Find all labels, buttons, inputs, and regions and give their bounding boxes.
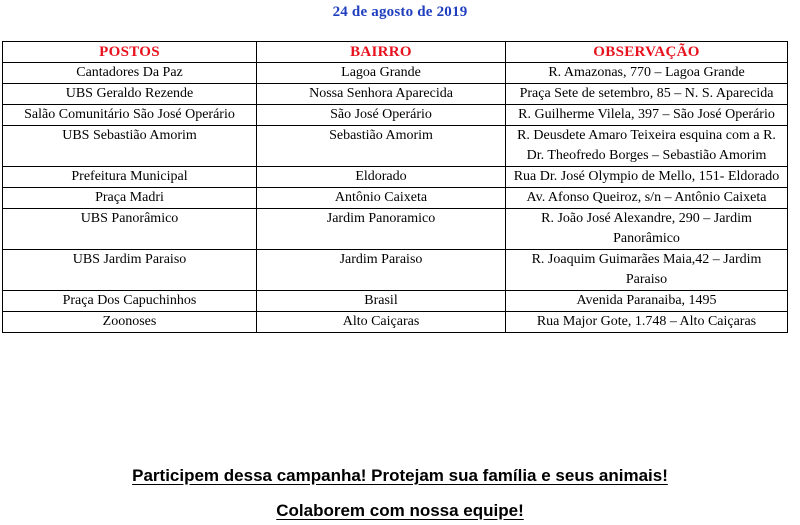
table-row [3,84,788,105]
cell-bairro: Sebastião Amorim [257,126,506,167]
header-observacao: OBSERVAÇÃO [506,42,788,63]
table-row [3,209,788,250]
cell-posto: Salão Comunitário São José Operário [3,105,257,126]
table-row [3,63,788,84]
cell-observacao: Av. Afonso Queiroz, s/n – Antônio Caixeta [506,188,788,209]
cell-observacao: Avenida Paranaiba, 1495 [506,291,788,312]
cell-bairro: Eldorado [257,167,506,188]
cell-bairro: Brasil [257,291,506,312]
cell-posto: Praça Madri [3,188,257,209]
table-row [3,105,788,126]
cell-posto: Cantadores Da Paz [3,63,257,84]
team-call-to-action: Colaborem com nossa equipe! [276,501,524,520]
cell-observacao: R. João José Alexandre, 290 – Jardim Panorâmico [506,209,788,250]
table-row [3,188,788,209]
table-row [3,291,788,312]
cell-posto: UBS Panorâmico [3,209,257,250]
table-row [3,126,788,167]
vaccination-posts-table [2,41,788,333]
cell-posto: Praça Dos Capuchinhos [3,291,257,312]
cell-observacao: Rua Major Gote, 1.748 – Alto Caiçaras [506,312,788,333]
campaign-call-to-action: Participem dessa campanha! Protejam sua família e seus animais! [132,466,668,485]
cell-observacao: R. Guilherme Vilela, 397 – São José Operário [506,105,788,126]
cell-observacao: R. Amazonas, 770 – Lagoa Grande [506,63,788,84]
table-header-row [3,42,788,63]
cell-bairro: Jardim Paraiso [257,250,506,291]
cell-posto: UBS Jardim Paraiso [3,250,257,291]
document-date: 24 de agosto de 2019 [332,4,468,20]
table-row [3,250,788,291]
cell-bairro: Antônio Caixeta [257,188,506,209]
cell-bairro: Alto Caiçaras [257,312,506,333]
table-row [3,167,788,188]
cell-observacao: R. Deusdete Amaro Teixeira esquina com a R. Dr. Theofredo Borges – Sebastião Amorim [506,126,788,167]
cell-bairro: São José Operário [257,105,506,126]
cell-posto: Prefeitura Municipal [3,167,257,188]
cell-posto: UBS Geraldo Rezende [3,84,257,105]
cell-observacao: R. Joaquim Guimarães Maia,42 – Jardim Paraiso [506,250,788,291]
cell-bairro: Jardim Panoramico [257,209,506,250]
cell-bairro: Lagoa Grande [257,63,506,84]
header-bairro: BAIRRO [257,42,506,63]
cell-observacao: Praça Sete de setembro, 85 – N. S. Aparecida [506,84,788,105]
header-postos: POSTOS [3,42,257,63]
cell-posto: UBS Sebastião Amorim [3,126,257,167]
cell-bairro: Nossa Senhora Aparecida [257,84,506,105]
cell-observacao: Rua Dr. José Olympio de Mello, 151- Eldorado [506,167,788,188]
table-row [3,312,788,333]
cell-posto: Zoonoses [3,312,257,333]
